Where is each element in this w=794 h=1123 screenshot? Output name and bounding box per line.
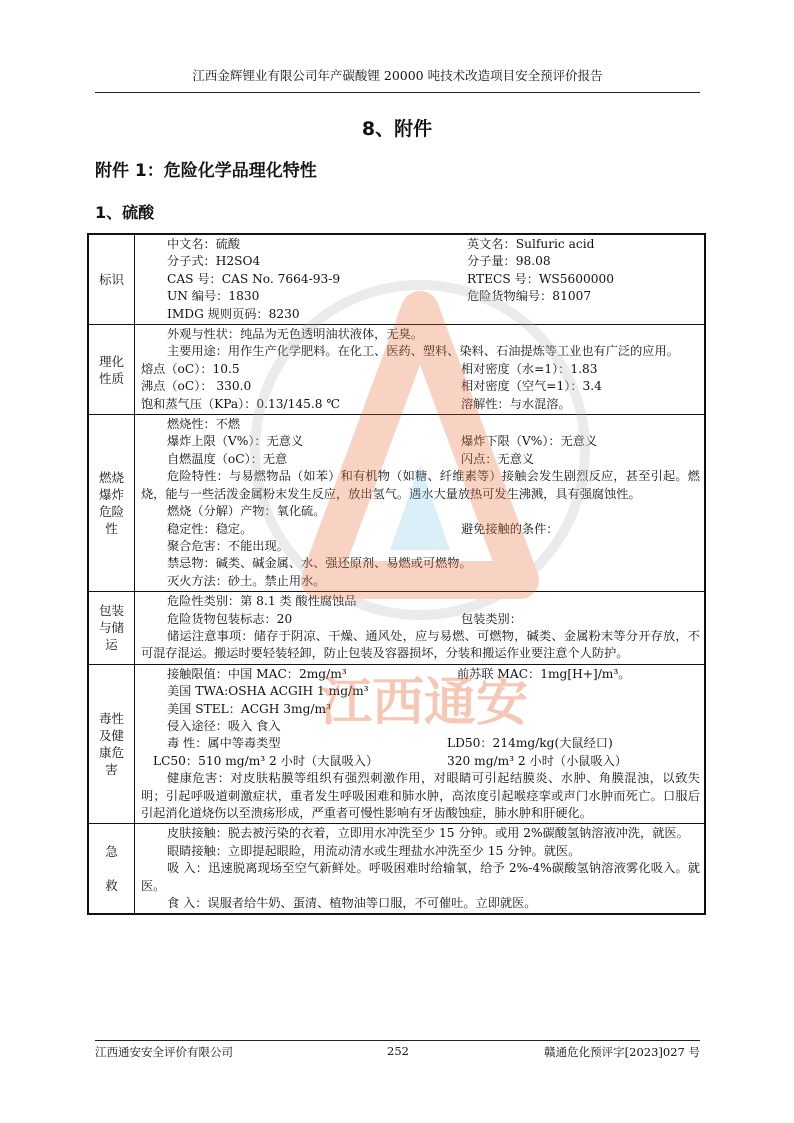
category-cell: 急 救 [88,824,135,915]
fire-hazard-content: 燃烧性：不燃 爆炸上限（V%）：无意义 爆炸下限（V%）：无意义 自燃温度（oC）：无意 闪点：无意义 危险特性：与易燃物品（如苯）和有机物（如糖、纤维素等）接触会发生剧烈反应，甚至引起。燃烧，能与一些活泼金属粉末发生反应，放出氢气。遇水大量放热可发生沸溅，具有强腐蚀性。 燃烧（分解）产物：氧化硫。 稳定性：稳定。 避免接触的条件： 聚合危害：不能出现。 禁忌物：碱类、碱金属、水、强还原剂、易燃或可燃物。 灭火方法：砂土。禁止用水。 [135,415,706,592]
physical-properties-content: 外观与性状：纯品为无色透明油状液体，无臭。 主要用途：用作生产化学肥料。在化工、医药、塑料、染料、石油提炼等工业也有广泛的应用。 熔点（oC）：10.5 相对密度（水=1）：1.83 沸点（oC）： 330.0 相对密度（空气=1）：3.4 饱和蒸气压（KPa）：0.13/145.8 ℃ 溶解性：与水混溶。 [135,325,706,415]
table-row [88,234,705,325]
packaging-content: 危险性类别：第 8.1 类 酸性腐蚀品 危险货物包装标志：20 包装类别： 储运注意事项：储存于阴凉、干燥、通风处，应与易燃、可燃物，碱类、金属粉末等分开存放，不可混存混运。搬运时要轻装轻卸，防止包装及容器损坏，分装和搬运作业要注意个人防护。 [135,592,706,665]
table-row [88,664,705,824]
table-row [88,325,705,415]
table-row [88,824,705,915]
category-cell: 毒性及健康危害 [88,664,135,824]
identification-content: 中文名：硫酸 英文名：Sulfuric acid 分子式：H2SO4 分子量：98.08 CAS 号：CAS No. 7664-93-9 RTECS 号：WS5600000 UN 编号：1830 危险货物编号：81007 IMDG 规则页码：8230 [135,234,706,325]
category-cell: 包装与储运 [88,592,135,665]
table-row [88,592,705,665]
table-row [88,415,705,592]
chemical-properties-table [87,233,706,915]
toxicity-content: 接触限值：中国 MAC：2mg/m³ 前苏联 MAC：1mg[H+]/m³。 美国 TWA:OSHA ACGIH 1 mg/m³ 美国 STEL：ACGH 3mg/m³ 侵入途径：吸入 食入 毒 性：属中等毒类型 LD50：214mg/kg(大鼠经口) LC50：510 mg/m³ 2 小时（大鼠吸入） 320 mg/m³ 2 小时（小鼠吸入） 健康危害：对皮肤粘膜等组织有强烈刺激作用，对眼睛可引起结膜炎、水肿、角膜混浊，以致失明；引起呼吸道刺激症状，重者发生呼吸困难和肺水肿，高浓度引起喉痉挛或声门水肿而死亡。口服后引起消化道烧伤以至溃疡形成，严重者可慢性影响有牙齿酸蚀症，肺水肿和肝硬化。 [135,664,706,824]
chapter-title: 8、附件 [361,118,433,140]
header-divider [95,92,700,93]
section-title: 1、硫酸 [95,203,155,222]
watermark-text: 江西通安 [320,673,529,733]
page-header: 江西金辉锂业有限公司年产碳酸锂 20000 吨技术改造项目安全预评价报告 [192,68,603,83]
footer-page-number: 252 [387,1044,409,1058]
first-aid-content: 皮肤接触：脱去被污染的衣着，立即用水冲洗至少 15 分钟。或用 2%碳酸氢钠溶液冲洗，就医。 眼睛接触：立即提起眼睑，用流动清水或生理盐水冲洗至少 15 分钟。就医。 吸 入：迅速脱离现场至空气新鲜处。呼吸困难时给输氧，给予 2%-4%碳酸氢钠溶液雾化吸入。就医。 食 入：误服者给牛奶、蛋清、植物油等口服，不可催吐。立即就医。 [135,824,706,915]
footer-reference: 赣通危化预评字[2023]027 号 [544,1045,700,1059]
category-cell: 燃烧爆炸危险性 [88,415,135,592]
category-cell: 理化性质 [88,325,135,415]
attachment-title: 附件 1：危险化学品理化特性 [95,161,317,181]
footer-company: 江西通安安全评价有限公司 [95,1045,233,1059]
footer-divider [95,1040,700,1041]
category-cell: 标识 [88,234,135,325]
